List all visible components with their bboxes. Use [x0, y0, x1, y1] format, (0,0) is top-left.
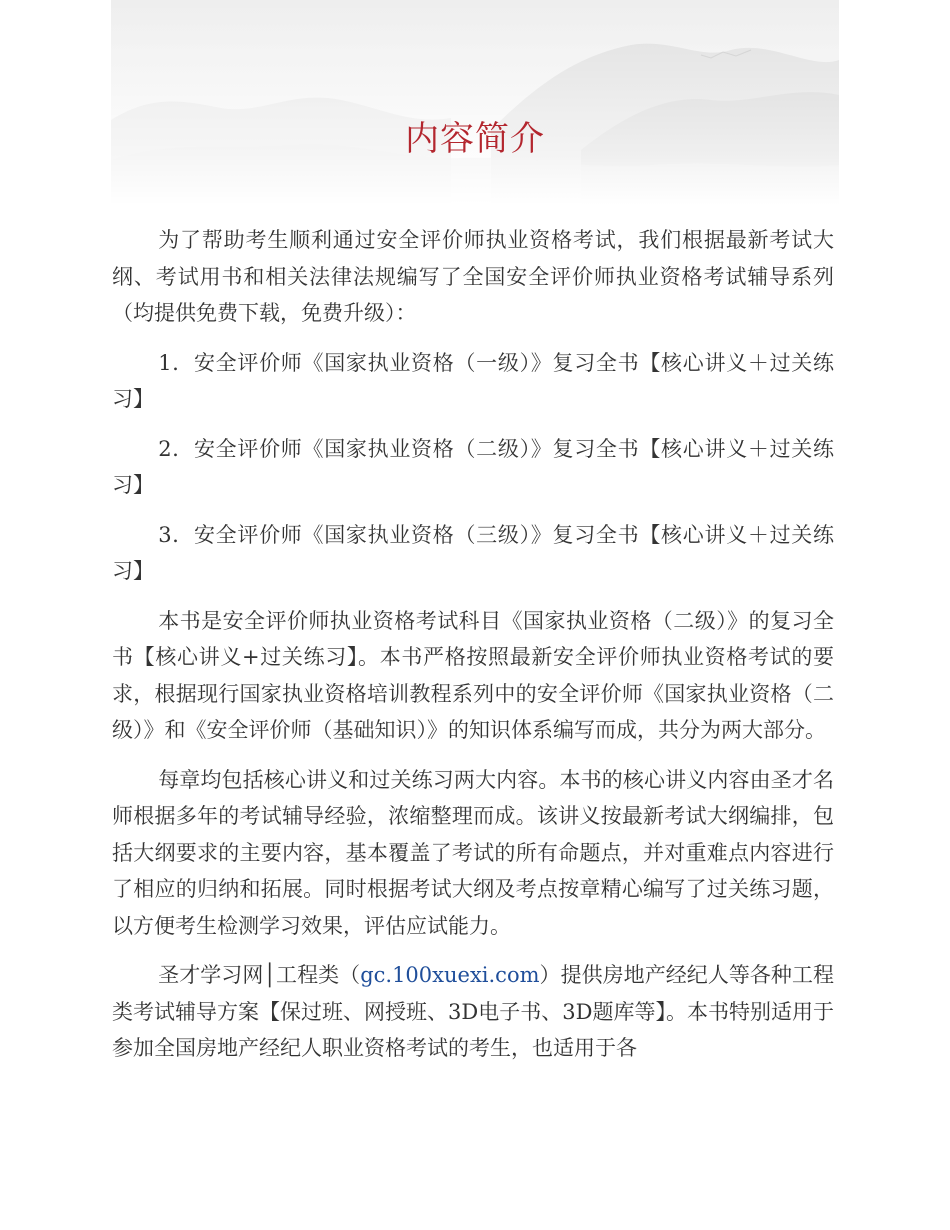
promo-text-end: ）提供房地产经纪人等各种工程类考试辅导方案【保过班、网授班、3D电子书、3D题库等】。本书特别适用于参加全国房地产经纪人职业资格考试的考生，也适用于各: [112, 963, 834, 1060]
promo-paragraph: [112, 957, 834, 1067]
intro-paragraph: 为了帮助考生顺利通过安全评价师执业资格考试，我们根据最新考试大纲、考试用书和相关法律法规编写了全国安全评价师执业资格考试辅导系列（均提供免费下载，免费升级）：: [112, 228, 834, 325]
mountain-landscape-illustration: [111, 0, 839, 205]
promo-text-start: 圣才学习网│工程类（: [158, 963, 361, 987]
chapters-paragraph: 每章均包括核心讲义和过关练习两大内容。本书的核心讲义内容由圣才名师根据多年的考试辅导经验，浓缩整理而成。该讲义按最新考试大纲编排，包括大纲要求的主要内容，基本覆盖了考试的所有命题点，并对重难点内容进行了相应的归纳和拓展。同时根据考试大纲及考点按章精心编写了过关练习题，以方便考生检测学习效果，评估应试能力。: [112, 767, 834, 938]
page-title: 内容简介: [405, 119, 545, 159]
list-item-level-one: 1．安全评价师《国家执业资格（一级）》复习全书【核心讲义＋过关练习】: [112, 350, 834, 411]
list-item-level-two: 2．安全评价师《国家执业资格（二级）》复习全书【核心讲义＋过关练习】: [112, 436, 834, 497]
header-banner: [111, 0, 839, 205]
about-book-paragraph: 本书是安全评价师执业资格考试科目《国家执业资格（二级）》的复习全书【核心讲义+过关练习】。本书严格按照最新安全评价师执业资格考试的要求，根据现行国家执业资格培训教程系列中的安全评价师《国家执业资格（二级）》和《安全评价师（基础知识）》的知识体系编写而成，共分为两大部分。: [112, 608, 834, 742]
document-body: [112, 222, 834, 1080]
website-link[interactable]: gc.100xuexi.com: [360, 963, 540, 987]
list-item-level-three: 3．安全评价师《国家执业资格（三级）》复习全书【核心讲义＋过关练习】: [112, 522, 834, 583]
